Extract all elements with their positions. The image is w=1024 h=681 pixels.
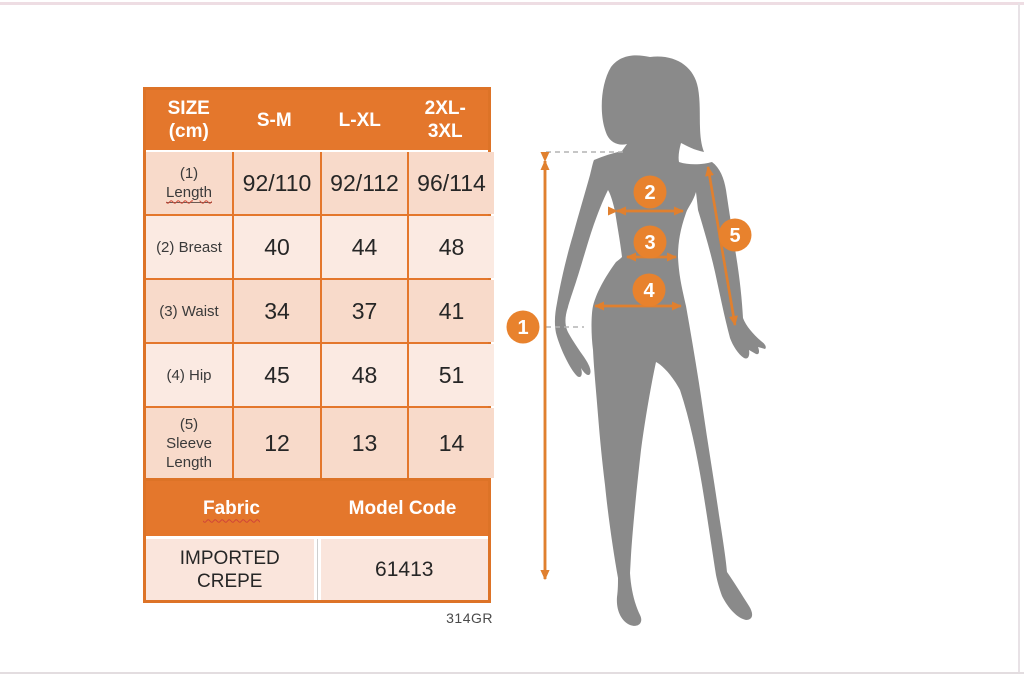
svg-text:3: 3 bbox=[644, 232, 656, 254]
svg-text:5: 5 bbox=[729, 225, 741, 247]
value-hip-2xl: 51 bbox=[409, 344, 494, 406]
row-label-waist bbox=[146, 280, 232, 342]
fabric-model-header-row bbox=[146, 481, 488, 539]
value-sleeve-lxl: 13 bbox=[322, 408, 407, 478]
badge-length bbox=[507, 311, 540, 344]
row-label-line: Sleeve bbox=[166, 434, 212, 452]
value-waist-2xl: 41 bbox=[409, 280, 494, 342]
style-code-footnote: 314GR bbox=[446, 610, 493, 626]
size-table-header-row bbox=[146, 90, 488, 152]
value-sleeve-sm: 12 bbox=[234, 408, 320, 478]
fabric-value-line: CREPE bbox=[197, 570, 263, 592]
fabric-header bbox=[146, 481, 317, 536]
page-bottom-border bbox=[0, 672, 1024, 674]
header-size-cm: SIZE (cm) bbox=[167, 98, 210, 142]
fabric-model-divider bbox=[317, 539, 318, 600]
size-chart-table bbox=[143, 87, 491, 481]
value-breast-sm: 40 bbox=[234, 216, 320, 278]
badge-waist bbox=[634, 226, 667, 259]
value-waist-lxl: 37 bbox=[322, 280, 407, 342]
row-label-hip bbox=[146, 344, 232, 406]
row-label-line-underlined: Length bbox=[166, 183, 212, 201]
row-label-line: (3) Waist bbox=[159, 302, 219, 320]
row-label-line: (5) bbox=[179, 415, 199, 433]
svg-text:2: 2 bbox=[644, 182, 656, 204]
value-hip-sm: 45 bbox=[234, 344, 320, 406]
value-length-lxl: 92/112 bbox=[322, 152, 407, 214]
model-code-header-label: Model Code bbox=[348, 497, 457, 519]
row-label-line: Length bbox=[166, 453, 212, 471]
value-waist-sm: 34 bbox=[234, 280, 320, 342]
female-body-silhouette bbox=[555, 55, 766, 626]
row-label-length bbox=[146, 152, 232, 214]
value-length-2xl: 96/114 bbox=[409, 152, 494, 214]
model-code-value: 61413 bbox=[321, 539, 489, 600]
badge-sleeve bbox=[719, 219, 752, 252]
svg-text:4: 4 bbox=[643, 280, 655, 302]
header-l-xl: L-XL bbox=[338, 109, 381, 131]
value-breast-lxl: 44 bbox=[322, 216, 407, 278]
svg-text:1: 1 bbox=[517, 317, 529, 339]
row-label-sleeve-length bbox=[146, 408, 232, 478]
page-right-border bbox=[1018, 3, 1020, 672]
header-2xl-3xl: 2XL-3XL bbox=[424, 98, 466, 142]
value-sleeve-2xl: 14 bbox=[409, 408, 494, 478]
row-label-line: (2) Breast bbox=[156, 238, 222, 256]
fabric-model-value-row bbox=[146, 539, 488, 600]
row-label-breast bbox=[146, 216, 232, 278]
row-label-line: (1) bbox=[179, 164, 199, 182]
fabric-value bbox=[146, 539, 314, 600]
fabric-value-line: IMPORTED bbox=[179, 547, 280, 569]
page-top-border bbox=[0, 2, 1024, 5]
header-s-m: S-M bbox=[256, 109, 292, 131]
badge-hip bbox=[633, 274, 666, 307]
fabric-header-label: Fabric bbox=[202, 497, 261, 519]
badge-breast bbox=[634, 176, 667, 209]
value-hip-lxl: 48 bbox=[322, 344, 407, 406]
row-label-line: (4) Hip bbox=[166, 366, 212, 384]
size-table-body bbox=[146, 152, 488, 478]
measurement-diagram bbox=[505, 45, 805, 645]
model-code-header bbox=[317, 481, 488, 536]
value-length-sm: 92/110 bbox=[234, 152, 320, 214]
value-breast-2xl: 48 bbox=[409, 216, 494, 278]
fabric-model-table bbox=[143, 478, 491, 603]
